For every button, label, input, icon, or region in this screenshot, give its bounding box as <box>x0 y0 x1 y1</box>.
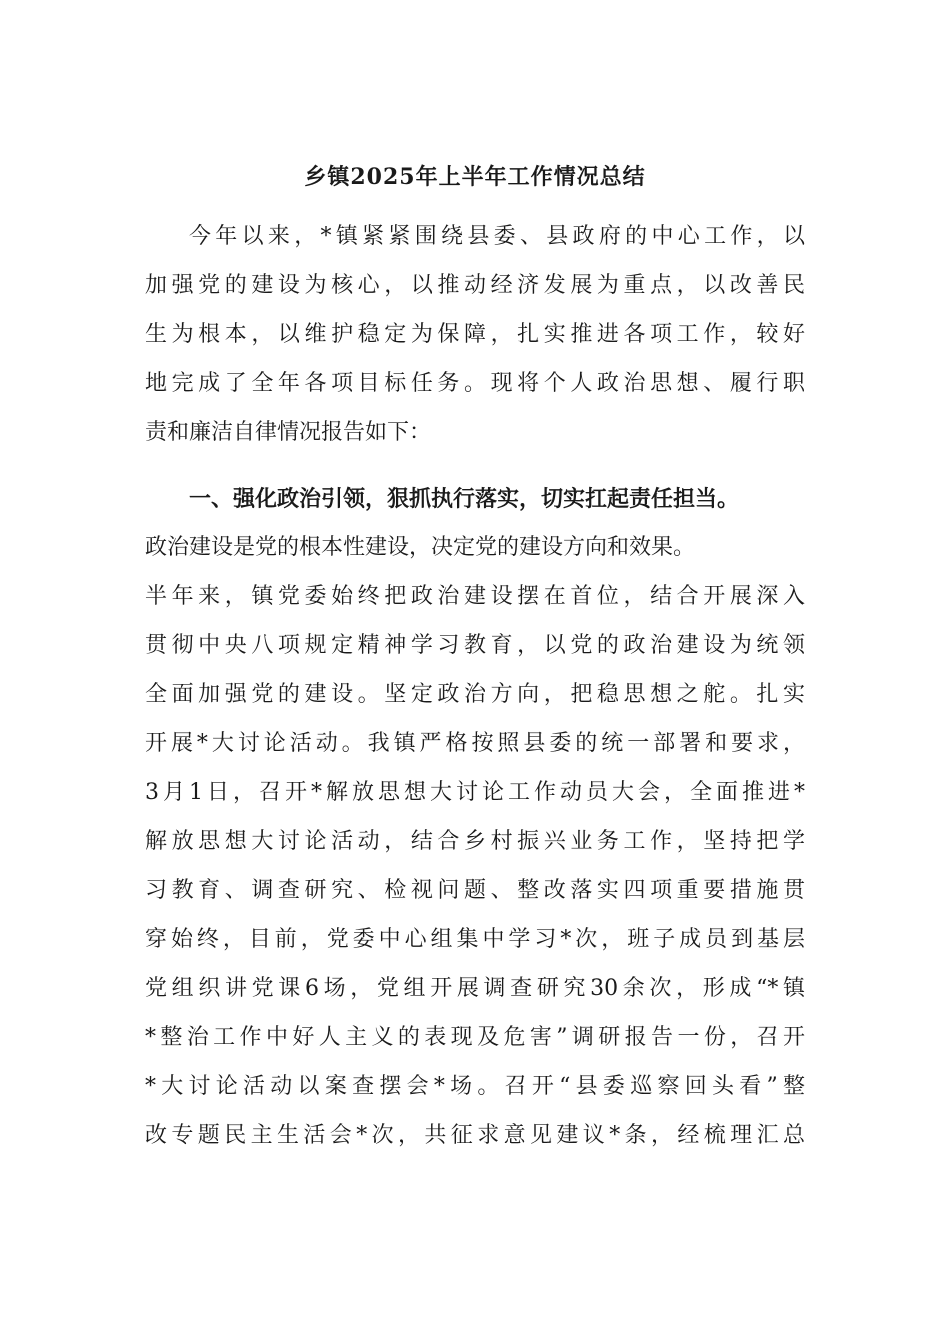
paragraph-line: 半年来，镇党委始终把政治建设摆在首位，结合开展深入 <box>145 584 805 609</box>
document-title: 乡镇2025年上半年工作情况总结 <box>304 164 646 190</box>
paragraph-line: *大讨论活动以案查摆会*场。召开“县委巡察回头看”整 <box>145 1074 805 1099</box>
section-heading: 一、强化政治引领，狠抓执行落实，切实扛起责任担当。 <box>189 486 740 512</box>
paragraph-line: 3月1日，召开*解放思想大讨论工作动员大会，全面推进* <box>145 780 805 805</box>
paragraph-line: 今年以来，*镇紧紧围绕县委、县政府的中心工作，以 <box>189 224 805 249</box>
paragraph-line: 开展*大讨论活动。我镇严格按照县委的统一部署和要求， <box>145 731 805 756</box>
paragraph-line: 地完成了全年各项目标任务。现将个人政治思想、履行职 <box>145 371 805 396</box>
paragraph-line: 贯彻中央八项规定精神学习教育，以党的政治建设为统领 <box>145 633 805 658</box>
paragraph-line: 责和廉洁自律情况报告如下： <box>145 420 432 445</box>
paragraph-line: *整治工作中好人主义的表现及危害”调研报告一份，召开 <box>145 1025 805 1050</box>
paragraph-line: 党组织讲党课6场，党组开展调查研究30余次，形成“*镇 <box>145 976 805 1001</box>
paragraph-line: 全面加强党的建设。坚定政治方向，把稳思想之舵。扎实 <box>145 682 805 707</box>
paragraph-line: 改专题民主生活会*次，共征求意见建议*条，经梳理汇总 <box>145 1123 805 1148</box>
paragraph-line: 生为根本，以维护稳定为保障，扎实推进各项工作，较好 <box>145 322 805 347</box>
paragraph-line: 加强党的建设为核心，以推动经济发展为重点，以改善民 <box>145 273 805 298</box>
paragraph-line: 政治建设是党的根本性建设，决定党的建设方向和效果。 <box>145 535 696 560</box>
paragraph-line: 解放思想大讨论活动，结合乡村振兴业务工作，坚持把学 <box>145 829 805 854</box>
paragraph-line: 习教育、调查研究、检视问题、整改落实四项重要措施贯 <box>145 878 805 903</box>
paragraph-line: 穿始终，目前，党委中心组集中学习*次，班子成员到基层 <box>145 927 805 952</box>
